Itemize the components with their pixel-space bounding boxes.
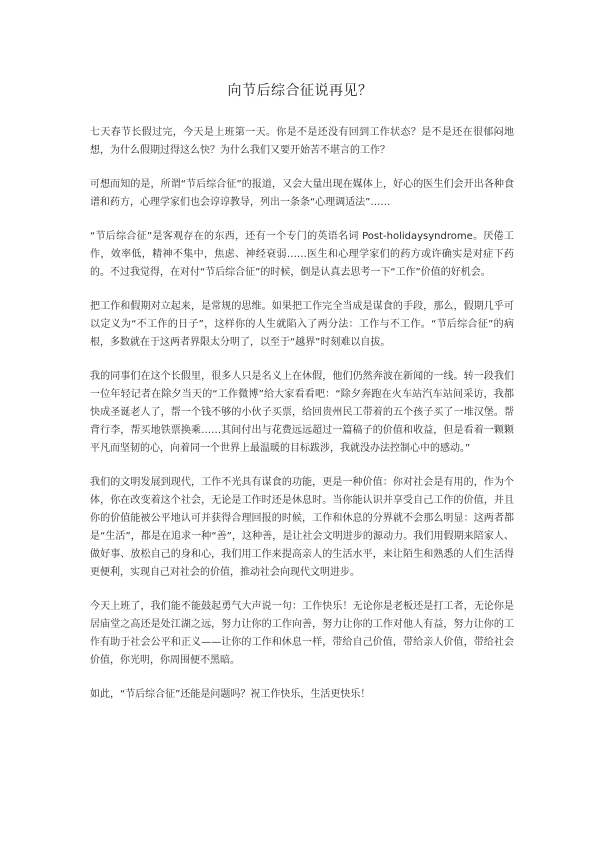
paragraph: 可想而知的是，所谓“节后综合征”的报道，又会大量出现在媒体上，好心的医生们会开出各种食谱和药方，心理学家们也会谆谆教导，列出一条条“心理调适法”…… [90, 179, 514, 208]
document-body [90, 124, 514, 720]
paragraph: 我们的文明发展到现代，工作不光具有谋食的功能，更是一种价值：你对社会是有用的，作为个体，你在改变着这个社会，无论是工作时还是休息时。当你能认识并享受自己工作的价值，并且你的价值能被公平地认可并获得合理回报的时候，工作和休息的分界就不会那么明显：这两者都是“生活”，都是在追求一种“善”，这种善，是让社会文明进步的源动力。我们用假期来陪家人、做好事、放松自己的身和心，我们用工作来提高亲人的生活水平，来让陌生和熟悉的人们生活得更便利，实现自己对社会的价值，推动社会向现代文明进步。 [90, 477, 514, 578]
paragraph: 我的同事们在这个长假里，很多人只是名义上在休假，他们仍然奔波在新闻的一线。转一段我们一位年轻记者在除夕当天的“工作微博”给大家看看吧：“除夕奔跑在火车站汽车站间采访，我都快成圣诞老人了，帮一个钱不够的小伙子买票，给回贵州民工带着的五个孩子买了一堆汉堡。帮背行李，帮买地铁票换乘……其间付出与花费远远超过一篇稿子的价值和收益，但是看着一颗颗平凡而坚韧的心，向着同一个世界上最温暖的目标跋涉，我就没办法控制心中的感动。” [90, 371, 514, 454]
paragraph: 今天上班了，我们能不能鼓起勇气大声说一句：工作快乐！无论你是老板还是打工者，无论你是居庙堂之高还是处江湖之远，努力让你的工作向善，努力让你的工作对他人有益，努力让你的工作有助于社会公平和正义——让你的工作和休息一样，带给自己价值，带给亲人价值，带给社会价值，你光明，你周围便不黑暗。 [90, 601, 514, 666]
document-title: 向节后综合征说再见？ [227, 83, 373, 99]
paragraph: “节后综合征”是客观存在的东西，还有一个专门的英语名词 Post-holidaysyndrome。厌倦工作，效率低，精神不集中，焦虑、神经衰弱……医生和心理学家们的药方或许确实是对症下药的。不过我觉得，在对付“节后综合征”的时候，倒是认真去思考一下“工作”价值的好机会。 [90, 231, 514, 278]
paragraph: 如此，“节后综合征”还能是问题吗？祝工作快乐，生活更快乐！ [90, 689, 371, 700]
paragraph: 把工作和假期对立起来，是常规的思维。如果把工作完全当成是谋食的手段，那么，假期几乎可以定义为“不工作的日子”，这样你的人生就陷入了两分法：工作与不工作。“节后综合征”的病根，多数就在于这两者界限太分明了，以至于“越界”时刻难以自拔。 [90, 301, 514, 348]
paragraph: 七天春节长假过完，今天是上班第一天。你是不是还没有回到工作状态？是不是还在很郁闷地想，为什么假期过得这么快？为什么我们又要开始苦不堪言的工作？ [90, 127, 514, 156]
